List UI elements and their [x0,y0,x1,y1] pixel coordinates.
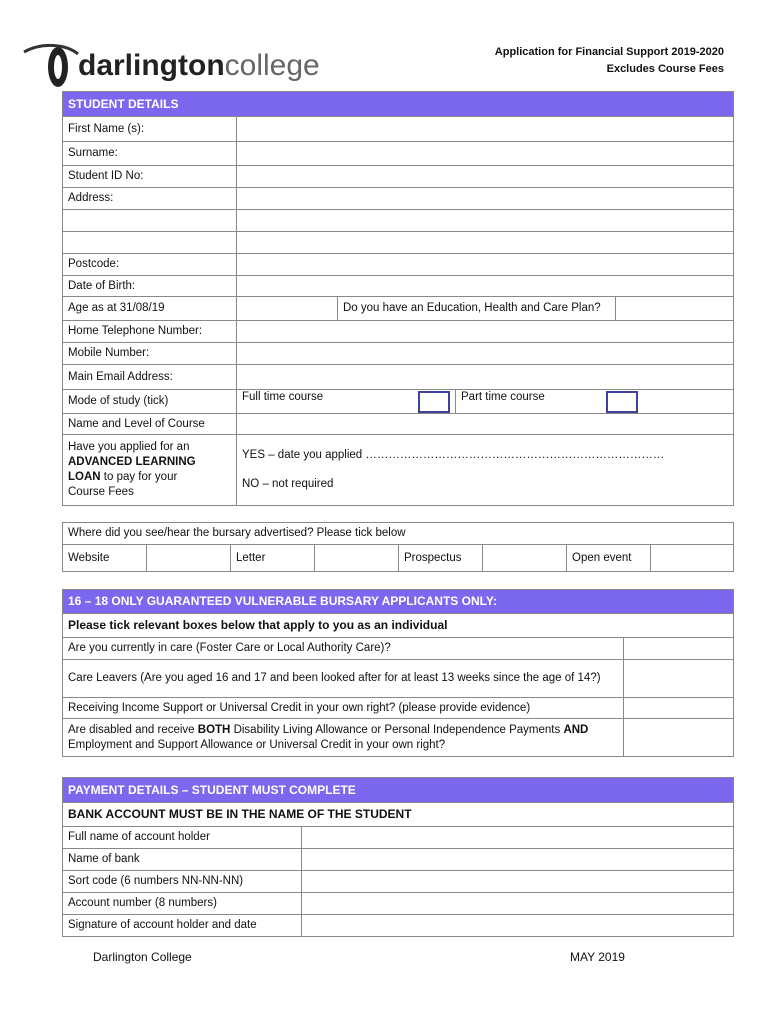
first-name-label: First Name (s): [63,117,237,142]
income-support-box[interactable] [624,698,734,719]
care-leaver-box[interactable] [624,660,734,698]
advert-letter-label: Letter [231,545,315,572]
surname-field[interactable] [237,142,734,166]
bank-name-label: Name of bank [63,849,302,871]
address-label: Address: [63,188,237,210]
payment-instruction: BANK ACCOUNT MUST BE IN THE NAME OF THE STUDENT [63,803,734,827]
part-time-checkbox[interactable] [606,391,638,413]
signature-label: Signature of account holder and date [63,915,302,937]
loan-question-line1: Have you applied for an [68,441,190,453]
loan-question [63,435,237,506]
advert-table [62,522,734,572]
loan-question-line4: Course Fees [68,486,134,498]
dob-label: Date of Birth: [63,276,237,297]
vulnerable-instruction: Please tick relevant boxes below that apply to you as an individual [63,614,734,638]
disabled-box[interactable] [624,719,734,757]
postcode-field[interactable] [237,254,734,276]
course-field[interactable] [237,414,734,435]
income-support-question: Receiving Income Support or Universal Credit in your own right? (please provide evidence) [63,698,624,719]
advert-letter-box[interactable] [315,545,399,572]
loan-yes-option[interactable]: YES – date you applied …………………………………………………………………… [242,449,665,461]
form-title [495,44,724,78]
part-time-label: Part time course [461,391,545,403]
advert-website-box[interactable] [147,545,231,572]
loan-question-line2: ADVANCED LEARNING [68,456,196,468]
form-title-line1: Application for Financial Support 2019-2020 [494,46,724,58]
address-label-blank-2 [63,210,237,232]
part-time-cell [456,390,734,414]
full-time-label: Full time course [242,391,324,403]
logo-swoosh-icon [22,40,82,92]
address-field-1[interactable] [237,188,734,210]
ehcp-label: Do you have an Education, Health and Care Plan? [338,297,616,321]
care-leaver-question: Care Leavers (Are you aged 16 and 17 and been looked after for at least 13 weeks since the age of 14?) [63,660,624,698]
full-time-cell [237,390,456,414]
logo-wordmark: darlingtoncollege [78,49,320,82]
advert-question: Where did you see/hear the bursary advertised? Please tick below [63,523,734,545]
mobile-label: Mobile Number: [63,343,237,365]
age-field[interactable] [237,297,338,321]
signature-field[interactable] [302,915,734,937]
account-holder-field[interactable] [302,827,734,849]
account-holder-label: Full name of account holder [63,827,302,849]
sort-code-field[interactable] [302,871,734,893]
address-field-2[interactable] [237,210,734,232]
advert-prospectus-label: Prospectus [399,545,483,572]
loan-question-line3: LOAN to pay for your [68,471,178,483]
student-id-label: Student ID No: [63,166,237,188]
mobile-field[interactable] [237,343,734,365]
disabled-question: Are disabled and receive BOTH Disability Living Allowance or Personal Independence Payments AND Employment and Support Allowance or Universal Credit in your own right? [63,719,624,757]
course-label: Name and Level of Course [63,414,237,435]
bank-name-field[interactable] [302,849,734,871]
loan-no-option[interactable]: NO – not required [242,478,334,490]
address-label-blank-3 [63,232,237,254]
email-label: Main Email Address: [63,365,237,390]
age-label: Age as at 31/08/19 [63,297,237,321]
payment-heading: PAYMENT DETAILS – STUDENT MUST COMPLETE [63,778,734,803]
home-tel-field[interactable] [237,321,734,343]
loan-answer-cell [237,435,734,506]
footer-left: Darlington College [93,950,192,964]
dob-field[interactable] [237,276,734,297]
surname-label: Surname: [63,142,237,166]
email-field[interactable] [237,365,734,390]
first-name-field[interactable] [237,117,734,142]
student-details-heading: STUDENT DETAILS [63,92,734,117]
address-field-3[interactable] [237,232,734,254]
sort-code-label: Sort code (6 numbers NN-NN-NN) [63,871,302,893]
advert-open-event-box[interactable] [651,545,734,572]
advert-prospectus-box[interactable] [483,545,567,572]
vulnerable-heading: 16 – 18 ONLY GUARANTEED VULNERABLE BURSARY APPLICANTS ONLY: [63,590,734,614]
home-tel-label: Home Telephone Number: [63,321,237,343]
advert-website-label: Website [63,545,147,572]
college-logo [22,40,322,92]
payment-details-table [62,777,734,937]
mode-label: Mode of study (tick) [63,390,237,414]
account-number-label: Account number (8 numbers) [63,893,302,915]
full-time-checkbox[interactable] [418,391,450,413]
ehcp-field[interactable] [616,297,734,321]
advert-open-event-label: Open event [567,545,651,572]
postcode-label: Postcode: [63,254,237,276]
form-title-line2: Excludes Course Fees [606,63,724,75]
account-number-field[interactable] [302,893,734,915]
in-care-question: Are you currently in care (Foster Care or Local Authority Care)? [63,638,624,660]
vulnerable-bursary-table [62,589,734,757]
student-details-table [62,91,734,506]
in-care-box[interactable] [624,638,734,660]
student-id-field[interactable] [237,166,734,188]
footer-right: MAY 2019 [570,950,625,964]
